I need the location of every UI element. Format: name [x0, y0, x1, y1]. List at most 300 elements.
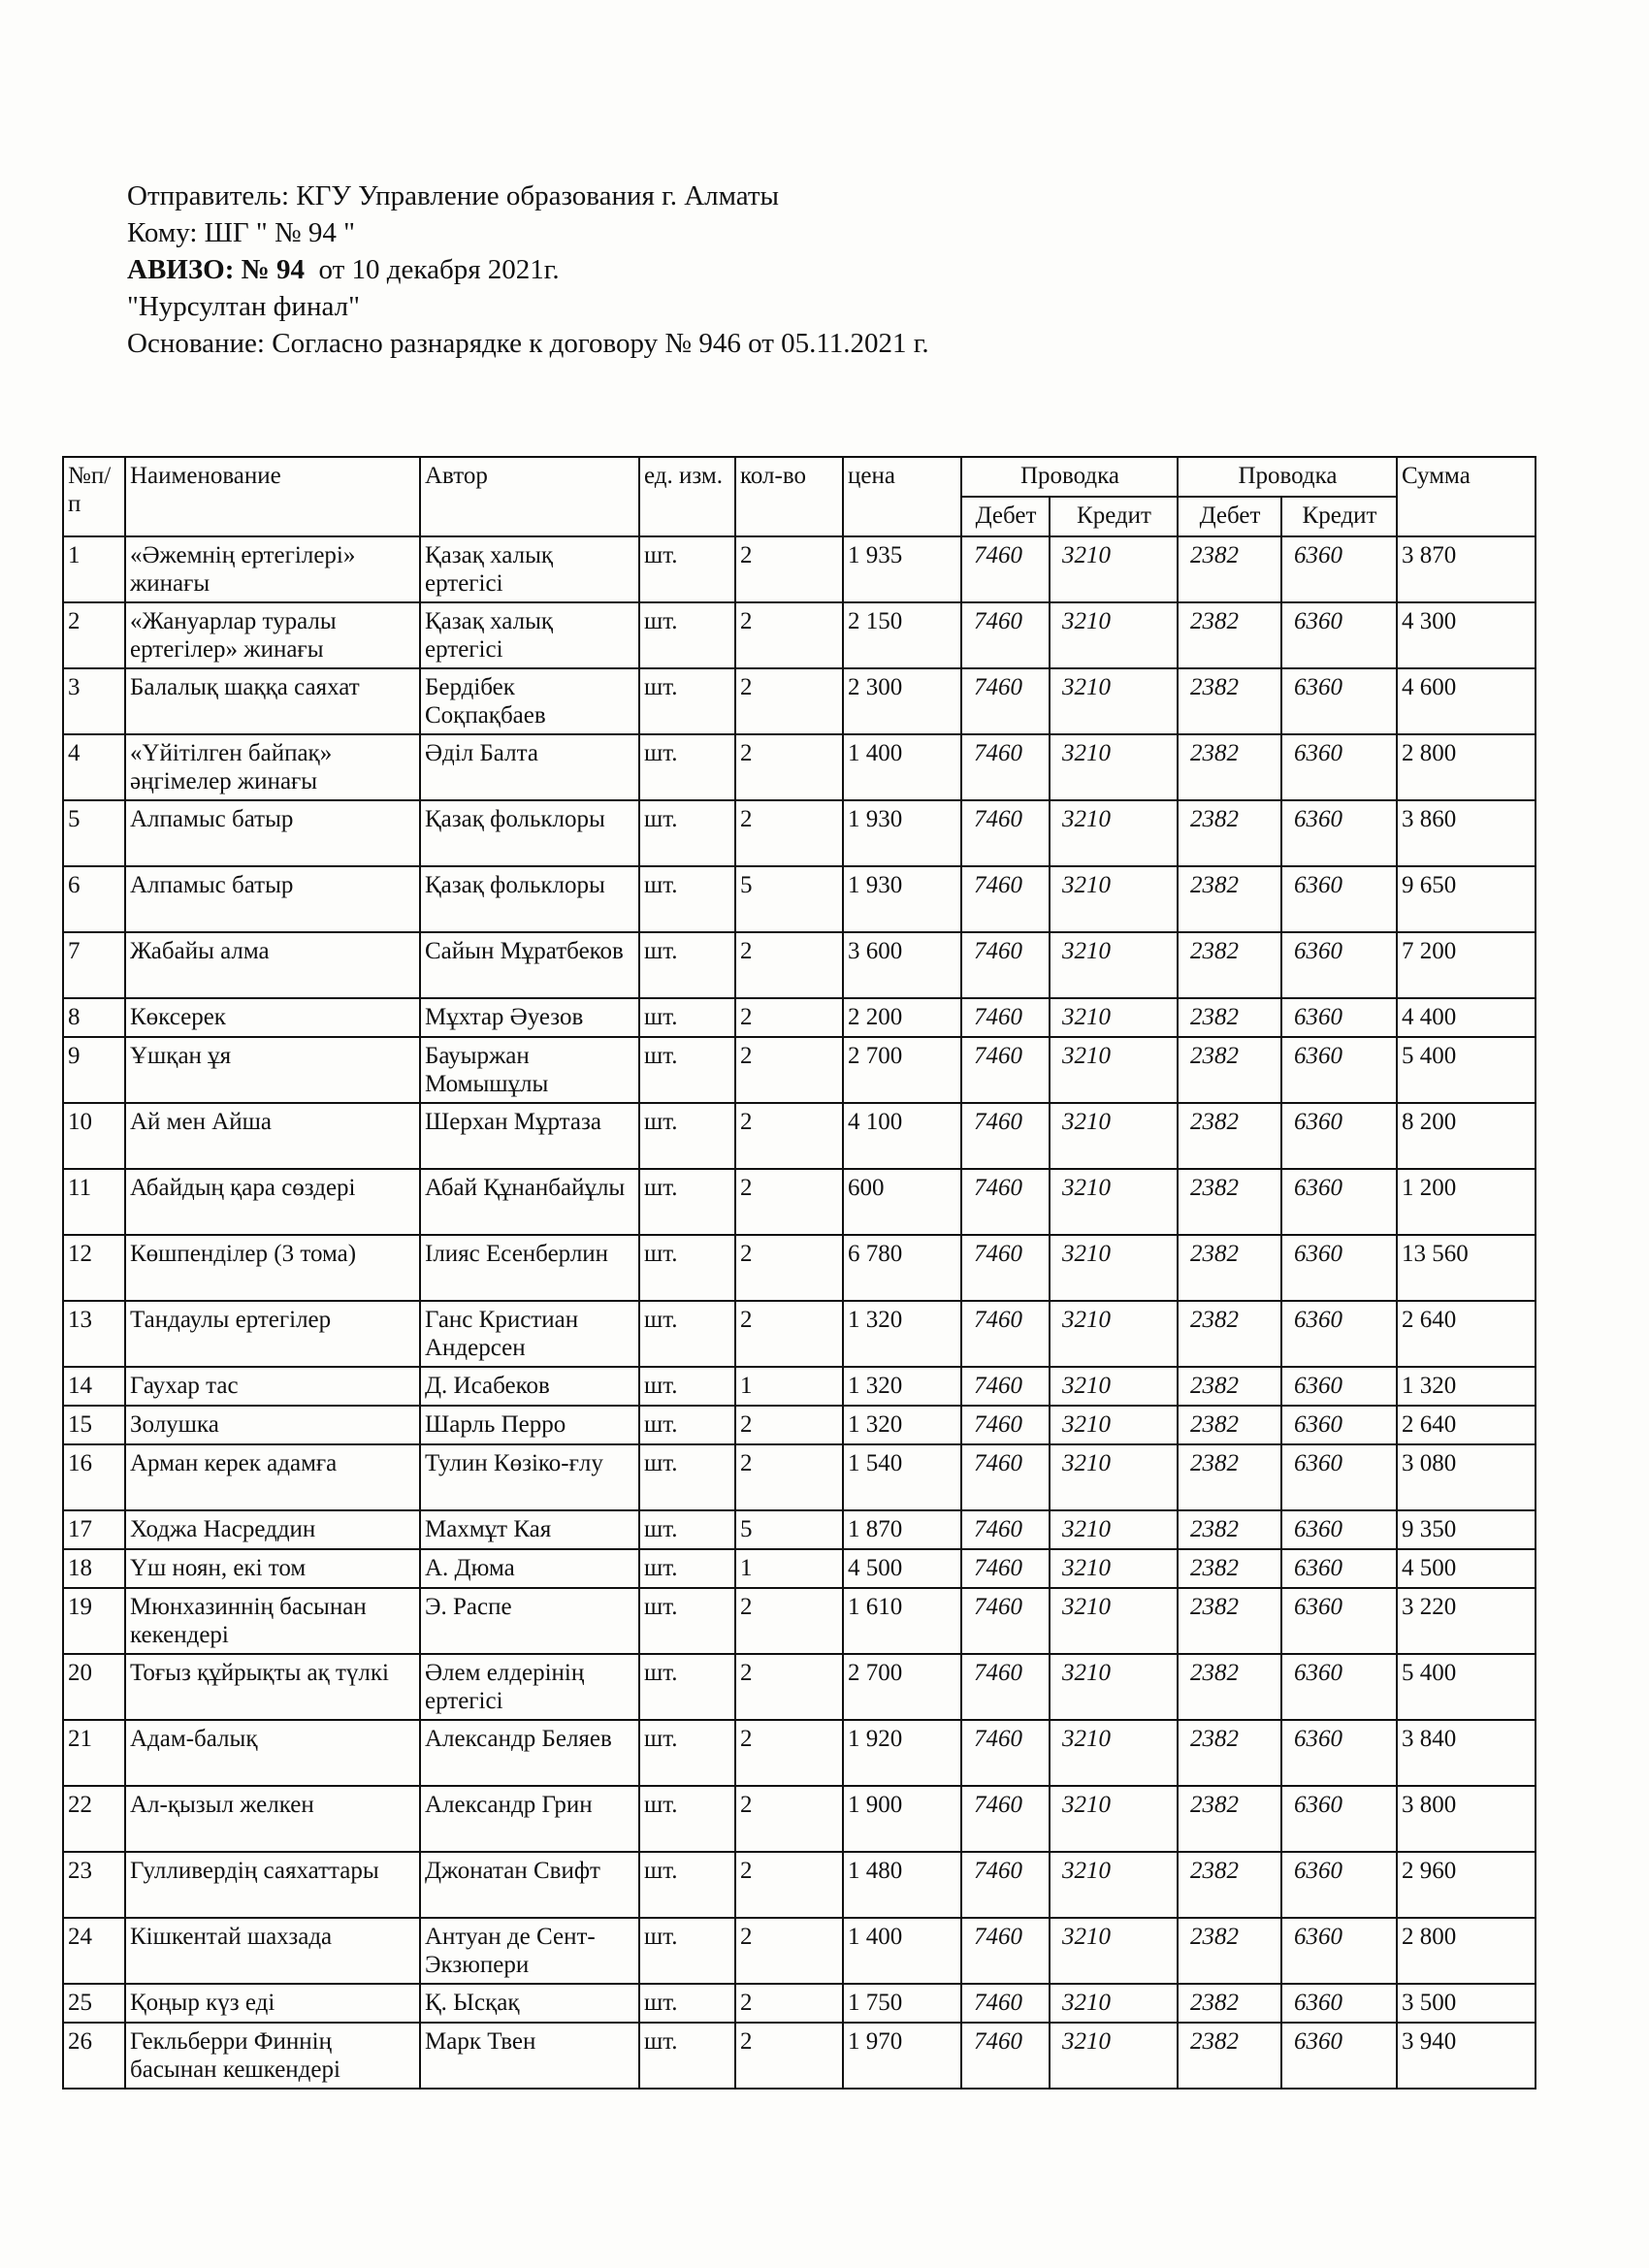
cell-name: Көксерек: [125, 998, 420, 1037]
table-row: [63, 734, 1536, 800]
cell-unit: шт.: [639, 1918, 735, 1984]
cell-sum: 3 940: [1397, 2023, 1536, 2089]
cell-num: 26: [63, 2023, 125, 2089]
cell-name: Балалық шаққа саяхат: [125, 668, 420, 734]
cell-author: Әділ Балта: [420, 734, 639, 800]
cell-credit-1: 3210: [1050, 536, 1178, 602]
cell-debit-2: 2382: [1178, 1984, 1281, 2023]
cell-qty: 2: [735, 536, 843, 602]
cell-num: 2: [63, 602, 125, 668]
cell-unit: шт.: [639, 668, 735, 734]
cell-price: 2 200: [843, 998, 961, 1037]
cell-sum: 5 400: [1397, 1037, 1536, 1103]
cell-credit-2: 6360: [1281, 2023, 1397, 2089]
table-row: [63, 1037, 1536, 1103]
header-row: [63, 457, 1536, 497]
cell-qty: 2: [735, 1918, 843, 1984]
table-row: [63, 932, 1536, 998]
cell-unit: шт.: [639, 602, 735, 668]
cell-num: 18: [63, 1549, 125, 1588]
cell-sum: 5 400: [1397, 1654, 1536, 1720]
cell-qty: 5: [735, 1510, 843, 1549]
aviso-label: АВИЗО: № 94: [127, 254, 306, 285]
cell-name: Мюнхазиннің басынан кекендері: [125, 1588, 420, 1654]
table-row: [63, 1786, 1536, 1852]
cell-author: Бердібек Соқпақбаев: [420, 668, 639, 734]
cell-credit-1: 3210: [1050, 932, 1178, 998]
col-header-debit-1: Дебет: [961, 497, 1050, 536]
cell-debit-2: 2382: [1178, 1037, 1281, 1103]
cell-author: Махмұт Кая: [420, 1510, 639, 1549]
cell-unit: шт.: [639, 1301, 735, 1367]
cell-num: 23: [63, 1852, 125, 1918]
cell-debit-2: 2382: [1178, 932, 1281, 998]
cell-num: 9: [63, 1037, 125, 1103]
col-header-sum: Сумма: [1397, 457, 1536, 536]
cell-credit-2: 6360: [1281, 1984, 1397, 2023]
cell-sum: 1 200: [1397, 1169, 1536, 1235]
cell-author: Тулин Көзіко-ғлу: [420, 1444, 639, 1510]
aviso-date: от 10 декабря 2021г.: [318, 254, 560, 285]
cell-debit-2: 2382: [1178, 1510, 1281, 1549]
cell-author: Джонатан Свифт: [420, 1852, 639, 1918]
col-header-posting-2: Проводка: [1178, 457, 1397, 497]
recipient-line: Кому: ШГ " № 94 ": [127, 217, 355, 248]
cell-debit-1: 7460: [961, 1103, 1050, 1169]
cell-qty: 2: [735, 1301, 843, 1367]
cell-author: Ганс Кристиан Андерсен: [420, 1301, 639, 1367]
cell-unit: шт.: [639, 734, 735, 800]
cell-author: Қазақ халық ертегісі: [420, 602, 639, 668]
cell-sum: 3 800: [1397, 1786, 1536, 1852]
table-row: [63, 1549, 1536, 1588]
cell-debit-2: 2382: [1178, 1235, 1281, 1301]
cell-credit-1: 3210: [1050, 2023, 1178, 2089]
cell-author: Қазақ фольклоры: [420, 866, 639, 932]
cell-debit-2: 2382: [1178, 536, 1281, 602]
cell-qty: 2: [735, 1235, 843, 1301]
cell-credit-1: 3210: [1050, 1720, 1178, 1786]
cell-num: 7: [63, 932, 125, 998]
cell-debit-1: 7460: [961, 1367, 1050, 1406]
cell-author: Қазақ халық ертегісі: [420, 536, 639, 602]
col-header-debit-2: Дебет: [1178, 497, 1281, 536]
cell-price: 4 500: [843, 1549, 961, 1588]
cell-debit-2: 2382: [1178, 668, 1281, 734]
cell-credit-2: 6360: [1281, 1301, 1397, 1367]
cell-author: Ілияс Есенберлин: [420, 1235, 639, 1301]
cell-sum: 4 600: [1397, 668, 1536, 734]
cell-num: 21: [63, 1720, 125, 1786]
cell-unit: шт.: [639, 866, 735, 932]
cell-debit-2: 2382: [1178, 1301, 1281, 1367]
cell-debit-1: 7460: [961, 1301, 1050, 1367]
cell-name: Золушка: [125, 1406, 420, 1444]
sender-line: Отправитель: КГУ Управление образования г. Алматы: [127, 180, 780, 211]
cell-credit-2: 6360: [1281, 998, 1397, 1037]
cell-sum: 2 800: [1397, 734, 1536, 800]
cell-credit-2: 6360: [1281, 602, 1397, 668]
cell-debit-1: 7460: [961, 1984, 1050, 2023]
cell-sum: 13 560: [1397, 1235, 1536, 1301]
cell-debit-1: 7460: [961, 1037, 1050, 1103]
cell-price: 2 700: [843, 1037, 961, 1103]
cell-sum: 4 300: [1397, 602, 1536, 668]
cell-debit-2: 2382: [1178, 1444, 1281, 1510]
cell-debit-1: 7460: [961, 1169, 1050, 1235]
cell-unit: шт.: [639, 1235, 735, 1301]
cell-sum: 2 640: [1397, 1406, 1536, 1444]
cell-credit-1: 3210: [1050, 1510, 1178, 1549]
cell-sum: 9 650: [1397, 866, 1536, 932]
cell-sum: 2 800: [1397, 1918, 1536, 1984]
cell-credit-1: 3210: [1050, 1169, 1178, 1235]
table-row: [63, 1301, 1536, 1367]
cell-price: 1 320: [843, 1301, 961, 1367]
cell-credit-1: 3210: [1050, 800, 1178, 866]
cell-debit-2: 2382: [1178, 1720, 1281, 1786]
cell-author: Мұхтар Әуезов: [420, 998, 639, 1037]
cell-num: 17: [63, 1510, 125, 1549]
cell-num: 3: [63, 668, 125, 734]
cell-num: 25: [63, 1984, 125, 2023]
cell-price: 1 400: [843, 734, 961, 800]
cell-credit-2: 6360: [1281, 734, 1397, 800]
cell-price: 2 300: [843, 668, 961, 734]
cell-credit-1: 3210: [1050, 1549, 1178, 1588]
cell-price: 1 320: [843, 1367, 961, 1406]
cell-qty: 2: [735, 1103, 843, 1169]
cell-unit: шт.: [639, 536, 735, 602]
cell-unit: шт.: [639, 1588, 735, 1654]
table-row: [63, 1984, 1536, 2023]
cell-price: 1 540: [843, 1444, 961, 1510]
cell-unit: шт.: [639, 1406, 735, 1444]
table-row: [63, 1235, 1536, 1301]
col-header-credit-1: Кредит: [1050, 497, 1178, 536]
cell-debit-2: 2382: [1178, 1103, 1281, 1169]
cell-debit-1: 7460: [961, 734, 1050, 800]
cell-sum: 3 840: [1397, 1720, 1536, 1786]
cell-num: 24: [63, 1918, 125, 1984]
cell-credit-1: 3210: [1050, 1235, 1178, 1301]
table-row: [63, 800, 1536, 866]
cell-unit: шт.: [639, 1984, 735, 2023]
cell-unit: шт.: [639, 1654, 735, 1720]
items-table: [62, 456, 1536, 2090]
table-row: [63, 1852, 1536, 1918]
cell-price: 1 320: [843, 1406, 961, 1444]
cell-credit-1: 3210: [1050, 1654, 1178, 1720]
table-row: [63, 536, 1536, 602]
cell-sum: 1 320: [1397, 1367, 1536, 1406]
cell-author: Александр Грин: [420, 1786, 639, 1852]
cell-credit-1: 3210: [1050, 1786, 1178, 1852]
cell-credit-2: 6360: [1281, 1549, 1397, 1588]
cell-qty: 2: [735, 668, 843, 734]
cell-debit-1: 7460: [961, 866, 1050, 932]
cell-credit-1: 3210: [1050, 866, 1178, 932]
cell-credit-2: 6360: [1281, 536, 1397, 602]
cell-qty: 2: [735, 2023, 843, 2089]
table-row: [63, 998, 1536, 1037]
cell-debit-1: 7460: [961, 1444, 1050, 1510]
cell-credit-1: 3210: [1050, 1852, 1178, 1918]
cell-credit-1: 3210: [1050, 1444, 1178, 1510]
cell-num: 20: [63, 1654, 125, 1720]
cell-author: Э. Распе: [420, 1588, 639, 1654]
cell-author: Бауыржан Момышұлы: [420, 1037, 639, 1103]
cell-name: Абайдың қара сөздері: [125, 1169, 420, 1235]
cell-name: Көшпенділер (3 тома): [125, 1235, 420, 1301]
cell-author: Д. Исабеков: [420, 1367, 639, 1406]
cell-qty: 2: [735, 1406, 843, 1444]
cell-author: Марк Твен: [420, 2023, 639, 2089]
cell-name: «Әжемнің ертегілері» жинағы: [125, 536, 420, 602]
table-row: [63, 1406, 1536, 1444]
cell-name: Арман керек адамға: [125, 1444, 420, 1510]
cell-price: 1 870: [843, 1510, 961, 1549]
cell-credit-2: 6360: [1281, 1918, 1397, 1984]
cell-num: 22: [63, 1786, 125, 1852]
cell-credit-2: 6360: [1281, 668, 1397, 734]
col-header-credit-2: Кредит: [1281, 497, 1397, 536]
cell-name: Кішкентай шахзада: [125, 1918, 420, 1984]
cell-sum: 3 860: [1397, 800, 1536, 866]
cell-price: 1 400: [843, 1918, 961, 1984]
cell-price: 2 700: [843, 1654, 961, 1720]
table-row: [63, 1169, 1536, 1235]
cell-price: 4 100: [843, 1103, 961, 1169]
table-row: [63, 1103, 1536, 1169]
cell-price: 1 900: [843, 1786, 961, 1852]
cell-qty: 2: [735, 1588, 843, 1654]
cell-credit-2: 6360: [1281, 1444, 1397, 1510]
cell-debit-2: 2382: [1178, 734, 1281, 800]
cell-unit: шт.: [639, 1549, 735, 1588]
table-row: [63, 2023, 1536, 2089]
cell-num: 14: [63, 1367, 125, 1406]
cell-qty: 2: [735, 1852, 843, 1918]
cell-unit: шт.: [639, 1786, 735, 1852]
cell-name: Жабайы алма: [125, 932, 420, 998]
cell-price: 1 935: [843, 536, 961, 602]
cell-debit-2: 2382: [1178, 602, 1281, 668]
cell-name: Тандаулы ертегілер: [125, 1301, 420, 1367]
cell-sum: 3 870: [1397, 536, 1536, 602]
cell-num: 13: [63, 1301, 125, 1367]
cell-credit-1: 3210: [1050, 1037, 1178, 1103]
cell-author: Әлем елдерінің ертегісі: [420, 1654, 639, 1720]
cell-credit-1: 3210: [1050, 602, 1178, 668]
cell-unit: шт.: [639, 2023, 735, 2089]
cell-debit-1: 7460: [961, 2023, 1050, 2089]
cell-sum: 3 080: [1397, 1444, 1536, 1510]
table-row: [63, 668, 1536, 734]
cell-name: Қоңыр күз еді: [125, 1984, 420, 2023]
cell-name: Тоғыз құйрықты ақ түлкі: [125, 1654, 420, 1720]
cell-debit-1: 7460: [961, 536, 1050, 602]
cell-qty: 2: [735, 998, 843, 1037]
cell-qty: 2: [735, 800, 843, 866]
cell-credit-1: 3210: [1050, 668, 1178, 734]
cell-credit-2: 6360: [1281, 1786, 1397, 1852]
cell-debit-1: 7460: [961, 1588, 1050, 1654]
cell-num: 15: [63, 1406, 125, 1444]
cell-credit-2: 6360: [1281, 1510, 1397, 1549]
cell-debit-1: 7460: [961, 998, 1050, 1037]
cell-price: 1 970: [843, 2023, 961, 2089]
cell-sum: 3 220: [1397, 1588, 1536, 1654]
cell-sum: 4 400: [1397, 998, 1536, 1037]
cell-name: Гаухар тас: [125, 1367, 420, 1406]
cell-price: 1 750: [843, 1984, 961, 2023]
table-row: [63, 1654, 1536, 1720]
cell-qty: 2: [735, 1037, 843, 1103]
cell-name: «Жануарлар туралы ертегілер» жинағы: [125, 602, 420, 668]
cell-credit-2: 6360: [1281, 1852, 1397, 1918]
cell-credit-1: 3210: [1050, 1301, 1178, 1367]
col-header-price: цена: [843, 457, 961, 536]
cell-credit-1: 3210: [1050, 1367, 1178, 1406]
cell-sum: 7 200: [1397, 932, 1536, 998]
cell-credit-2: 6360: [1281, 1720, 1397, 1786]
cell-credit-2: 6360: [1281, 1235, 1397, 1301]
cell-author: Қазақ фольклоры: [420, 800, 639, 866]
cell-name: Адам-балық: [125, 1720, 420, 1786]
cell-name: Алпамыс батыр: [125, 866, 420, 932]
cell-num: 12: [63, 1235, 125, 1301]
cell-name: Гекльберри Финнің басынан кешкендері: [125, 2023, 420, 2089]
cell-unit: шт.: [639, 1720, 735, 1786]
cell-name: Үш ноян, екі том: [125, 1549, 420, 1588]
cell-debit-1: 7460: [961, 1510, 1050, 1549]
cell-debit-2: 2382: [1178, 998, 1281, 1037]
cell-sum: 2 640: [1397, 1301, 1536, 1367]
cell-credit-2: 6360: [1281, 1367, 1397, 1406]
cell-debit-1: 7460: [961, 1235, 1050, 1301]
table-row: [63, 1720, 1536, 1786]
cell-debit-2: 2382: [1178, 1367, 1281, 1406]
cell-author: Шарль Перро: [420, 1406, 639, 1444]
aviso-line: [127, 251, 929, 288]
cell-num: 5: [63, 800, 125, 866]
cell-name: «Үйітілген байпақ» әңгімелер жинағы: [125, 734, 420, 800]
cell-debit-1: 7460: [961, 668, 1050, 734]
cell-qty: 2: [735, 1786, 843, 1852]
cell-credit-2: 6360: [1281, 866, 1397, 932]
cell-qty: 2: [735, 1169, 843, 1235]
col-header-num: №п/п: [63, 457, 125, 536]
cell-debit-2: 2382: [1178, 1169, 1281, 1235]
cell-debit-2: 2382: [1178, 800, 1281, 866]
cell-price: 1 920: [843, 1720, 961, 1786]
basis-line: Основание: Согласно разнарядке к договору № 946 от 05.11.2021 г.: [127, 328, 929, 359]
cell-unit: шт.: [639, 1169, 735, 1235]
cell-author: Сайын Мұратбеков: [420, 932, 639, 998]
cell-qty: 2: [735, 932, 843, 998]
cell-qty: 2: [735, 734, 843, 800]
cell-price: 3 600: [843, 932, 961, 998]
cell-credit-1: 3210: [1050, 734, 1178, 800]
cell-author: Александр Беляев: [420, 1720, 639, 1786]
cell-price: 1 610: [843, 1588, 961, 1654]
cell-credit-2: 6360: [1281, 1169, 1397, 1235]
cell-debit-1: 7460: [961, 1918, 1050, 1984]
cell-author: Абай Құнанбайұлы: [420, 1169, 639, 1235]
cell-sum: 3 500: [1397, 1984, 1536, 2023]
cell-price: 600: [843, 1169, 961, 1235]
cell-author: А. Дюма: [420, 1549, 639, 1588]
cell-num: 1: [63, 536, 125, 602]
cell-sum: 4 500: [1397, 1549, 1536, 1588]
cell-credit-2: 6360: [1281, 1654, 1397, 1720]
cell-num: 4: [63, 734, 125, 800]
table-row: [63, 866, 1536, 932]
col-header-name: Наименование: [125, 457, 420, 536]
cell-debit-1: 7460: [961, 1549, 1050, 1588]
cell-qty: 2: [735, 1444, 843, 1510]
cell-name: Ходжа Насреддин: [125, 1510, 420, 1549]
cell-sum: 2 960: [1397, 1852, 1536, 1918]
cell-num: 11: [63, 1169, 125, 1235]
cell-price: 1 930: [843, 800, 961, 866]
cell-debit-1: 7460: [961, 1654, 1050, 1720]
col-header-unit: ед. изм.: [639, 457, 735, 536]
cell-debit-1: 7460: [961, 800, 1050, 866]
cell-debit-1: 7460: [961, 1720, 1050, 1786]
cell-unit: шт.: [639, 998, 735, 1037]
cell-name: Алпамыс батыр: [125, 800, 420, 866]
cell-debit-1: 7460: [961, 602, 1050, 668]
cell-debit-1: 7460: [961, 932, 1050, 998]
cell-price: 1 480: [843, 1852, 961, 1918]
cell-num: 16: [63, 1444, 125, 1510]
cell-debit-2: 2382: [1178, 2023, 1281, 2089]
cell-debit-1: 7460: [961, 1852, 1050, 1918]
table-row: [63, 1510, 1536, 1549]
cell-qty: 1: [735, 1549, 843, 1588]
document-header: [127, 178, 929, 362]
table-row: [63, 1444, 1536, 1510]
cell-num: 19: [63, 1588, 125, 1654]
cell-qty: 2: [735, 602, 843, 668]
col-header-qty: кол-во: [735, 457, 843, 536]
cell-unit: шт.: [639, 932, 735, 998]
cell-credit-2: 6360: [1281, 932, 1397, 998]
cell-credit-2: 6360: [1281, 1406, 1397, 1444]
cell-name: Гулливердің саяхаттары: [125, 1852, 420, 1918]
cell-debit-2: 2382: [1178, 1786, 1281, 1852]
table-row: [63, 602, 1536, 668]
cell-sum: 8 200: [1397, 1103, 1536, 1169]
table-body: [63, 536, 1536, 2089]
cell-price: 1 930: [843, 866, 961, 932]
cell-name: Ал-қызыл желкен: [125, 1786, 420, 1852]
cell-unit: шт.: [639, 1367, 735, 1406]
cell-sum: 9 350: [1397, 1510, 1536, 1549]
cell-qty: 1: [735, 1367, 843, 1406]
cell-credit-1: 3210: [1050, 1406, 1178, 1444]
cell-unit: шт.: [639, 1037, 735, 1103]
cell-num: 8: [63, 998, 125, 1037]
cell-debit-2: 2382: [1178, 1852, 1281, 1918]
cell-qty: 5: [735, 866, 843, 932]
table-row: [63, 1367, 1536, 1406]
cell-credit-1: 3210: [1050, 1103, 1178, 1169]
cell-debit-2: 2382: [1178, 1406, 1281, 1444]
program-line: "Нурсултан финал": [127, 291, 360, 322]
